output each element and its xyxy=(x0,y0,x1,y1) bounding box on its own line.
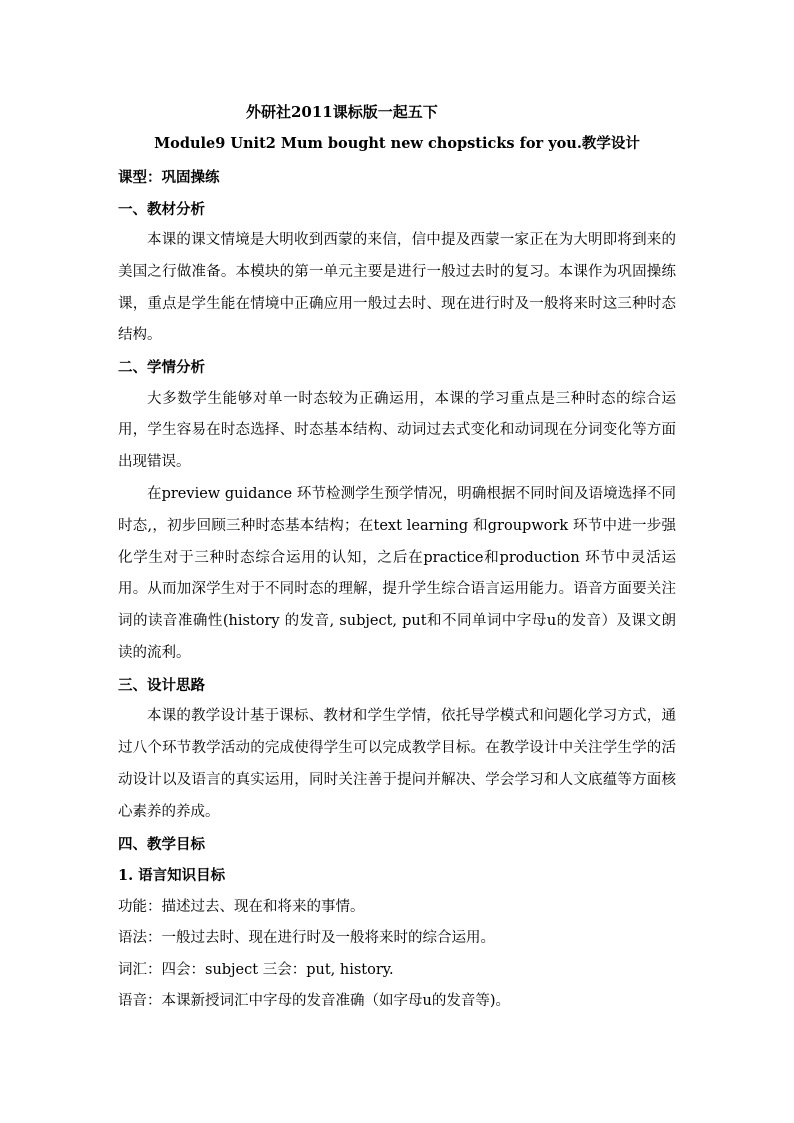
section-heading-teaching-goals: 四、教学目标 xyxy=(118,835,205,853)
section-heading-student-analysis: 二、学情分析 xyxy=(118,359,205,377)
goal-item-grammar: 语法：一般过去时、现在进行时及一般将来时的综合运用。 xyxy=(118,930,495,947)
goal-item-phonetics: 语音：本课新授词汇中字母的发音准确（如字母u的发音等)。 xyxy=(118,993,510,1010)
lesson-type: 课型：巩固操练 xyxy=(118,169,220,186)
paragraph-textbook-analysis: 本课的课文情境是大明收到西蒙的来信，信中提及西蒙一家正在为大明即将到来的美国之行做准备。本模块的第一单元主要是进行一般过去时的复习。本课作为巩固操练课，重点是学生能在情境中正确应用一般过去时、现在进行时及一般将来时这三种时态结构。 xyxy=(118,232,676,344)
paragraph-student-analysis-1: 大多数学生能够对单一时态较为正确运用，本课的学习重点是三种时态的综合运用，学生容易在时态选择、时态基本结构、动词过去式变化和动词现在分词变化等方面出现错误。 xyxy=(118,390,676,471)
document-title: 外研社2011课标版一起五下 xyxy=(246,103,438,121)
goal-item-function: 功能：描述过去、现在和将来的事情。 xyxy=(118,898,365,915)
subheading-language-knowledge: 1. 语言知识目标 xyxy=(118,867,226,885)
document-page xyxy=(118,98,676,1018)
goal-item-vocabulary: 词汇：四会：subject 三会：put, history. xyxy=(118,961,394,978)
document-subtitle: Module9 Unit2 Mum bought new chopsticks for you.教学设计 xyxy=(154,135,640,152)
section-heading-textbook-analysis: 一、教材分析 xyxy=(118,200,205,218)
section-heading-design-idea: 三、设计思路 xyxy=(118,676,205,694)
paragraph-design-idea: 本课的教学设计基于课标、教材和学生学情，依托导学模式和问题化学习方式，通过八个环节教学活动的完成使得学生可以完成教学目标。在教学设计中关注学生学的活动设计以及语言的真实运用，同时关注善于提问并解决、学会学习和人文底蕴等方面核心素养的养成。 xyxy=(118,708,676,820)
paragraph-student-analysis-2: 在preview guidance 环节检测学生预学情况，明确根据不同时间及语境选择不同时态,，初步回顾三种时态基本结构；在text learning 和groupwork 环节中进一步强化学生对于三种时态综合运用的认知，之后在practice和production 环节中灵活运用。从而加深学生对于不同时态的理解，提升学生综合语言运用能力。语音方面要关注词的读音准确性(history 的发音, subject, put和不同单词中字母u的发音）及课文朗读的流利。 xyxy=(118,486,676,662)
